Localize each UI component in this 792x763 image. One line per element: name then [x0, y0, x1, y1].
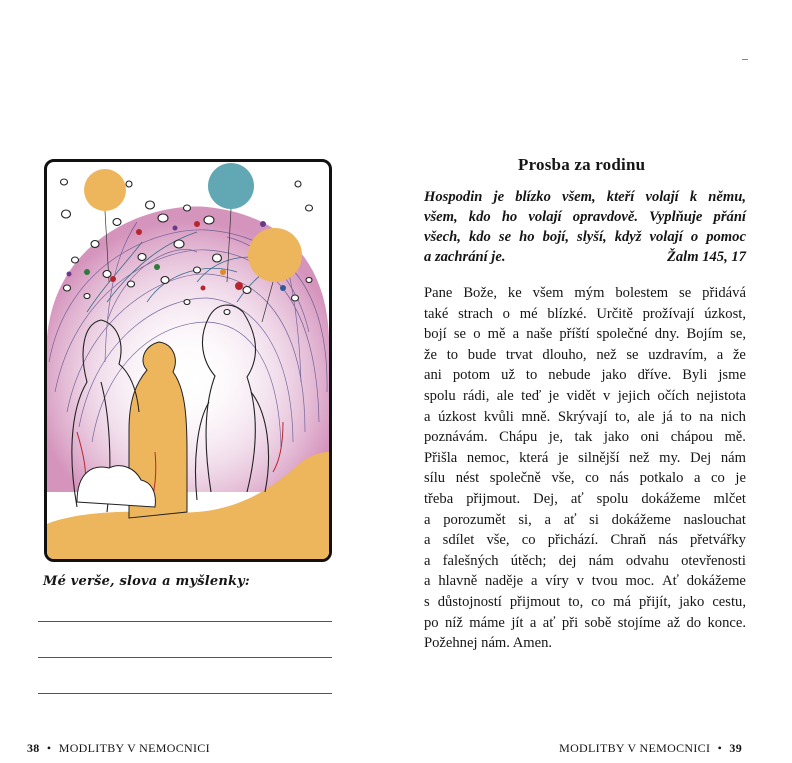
note-line	[38, 693, 332, 694]
teal-balloon	[208, 163, 254, 209]
illustration-frame	[44, 159, 332, 562]
body-line: a hlavně naděje a víry v tvou moc. Ať dokážeme	[424, 573, 746, 590]
psalm-line: všech, kdo se ho bojí, slyší, když volají o pomoc	[424, 229, 746, 245]
psalm-line: všem, kdo ho volají opravdově. Vyplňuje přání	[424, 209, 746, 225]
psalm-last-line	[424, 247, 746, 267]
body-line: s důstojností přijmout to, co má přijít, jako cestu,	[424, 593, 746, 610]
body-line: a sdílet vše, co přichází. Chraň nás přetvářky	[424, 532, 746, 549]
note-line	[38, 657, 332, 658]
ochre-balloon-left	[84, 169, 126, 211]
body-line-last: Požehnej nám. Amen.	[424, 635, 553, 652]
body-line: také strach o mé blízké. Určitě prožívají úzkost,	[424, 305, 746, 322]
body-line: Přišla nemoc, která je silnější než my. Dej nám	[424, 449, 746, 466]
running-title-left: MODLITBY V NEMOCNICI	[58, 741, 210, 755]
footer-separator: •	[46, 741, 52, 755]
footer-separator: •	[717, 741, 723, 755]
body-line: po níž máme jít a ať při sobě stojíme až do konce.	[424, 614, 746, 631]
page-number-right: 39	[729, 741, 742, 755]
body-line: a falešných útěch; dej nám odvahu otevřenosti	[424, 552, 746, 569]
right-page	[396, 0, 792, 763]
family-illustration	[47, 162, 329, 559]
body-line: třeba přijmout. Dej, ať spolu dokážeme mlčet	[424, 490, 746, 507]
body-line: že to bude trvat dlouho, než se uzdravím, a že	[424, 346, 746, 363]
body-line: bojí se o mě a naše příští společné dny. Bojím se,	[424, 326, 746, 343]
running-title-right: MODLITBY V NEMOCNICI	[559, 741, 711, 755]
print-mark	[742, 59, 748, 60]
right-footer	[559, 741, 742, 756]
body-line: Pane Bože, ke všem mým bolestem se přidává	[424, 285, 746, 301]
body-line: a porozumět si, a ať si dokážeme naslouchat	[424, 511, 746, 528]
body-line: sílu nést společně vše, co nás potkalo a co je	[424, 470, 746, 487]
psalm-quote	[424, 187, 746, 267]
psalm-line: Hospodin je blízko všem, kteří volají k němu,	[424, 189, 746, 205]
ochre-balloon-right	[248, 228, 302, 282]
prayer-title: Prosba za rodinu	[518, 155, 646, 174]
left-footer	[27, 741, 210, 756]
body-line: poznávám. Chápu je, tak jako oni chápou mě.	[424, 429, 746, 446]
notes-title: Mé verše, slova a myšlenky:	[43, 574, 250, 589]
body-line: ani potom už to nebude jako dříve. Byli jsme	[424, 367, 746, 384]
psalm-reference: Žalm 145, 17	[666, 249, 746, 265]
body-line: spolu rádi, ale teď je vidět v jejich očích nejistota	[424, 387, 746, 404]
prayer-body	[424, 283, 746, 654]
body-line: a úzkost kvůli mně. Skrývají to, ale já to na nich	[424, 408, 746, 425]
note-line	[38, 621, 332, 622]
psalm-line-end: a zachrání je.	[424, 249, 506, 265]
page-number-left: 38	[27, 741, 40, 755]
